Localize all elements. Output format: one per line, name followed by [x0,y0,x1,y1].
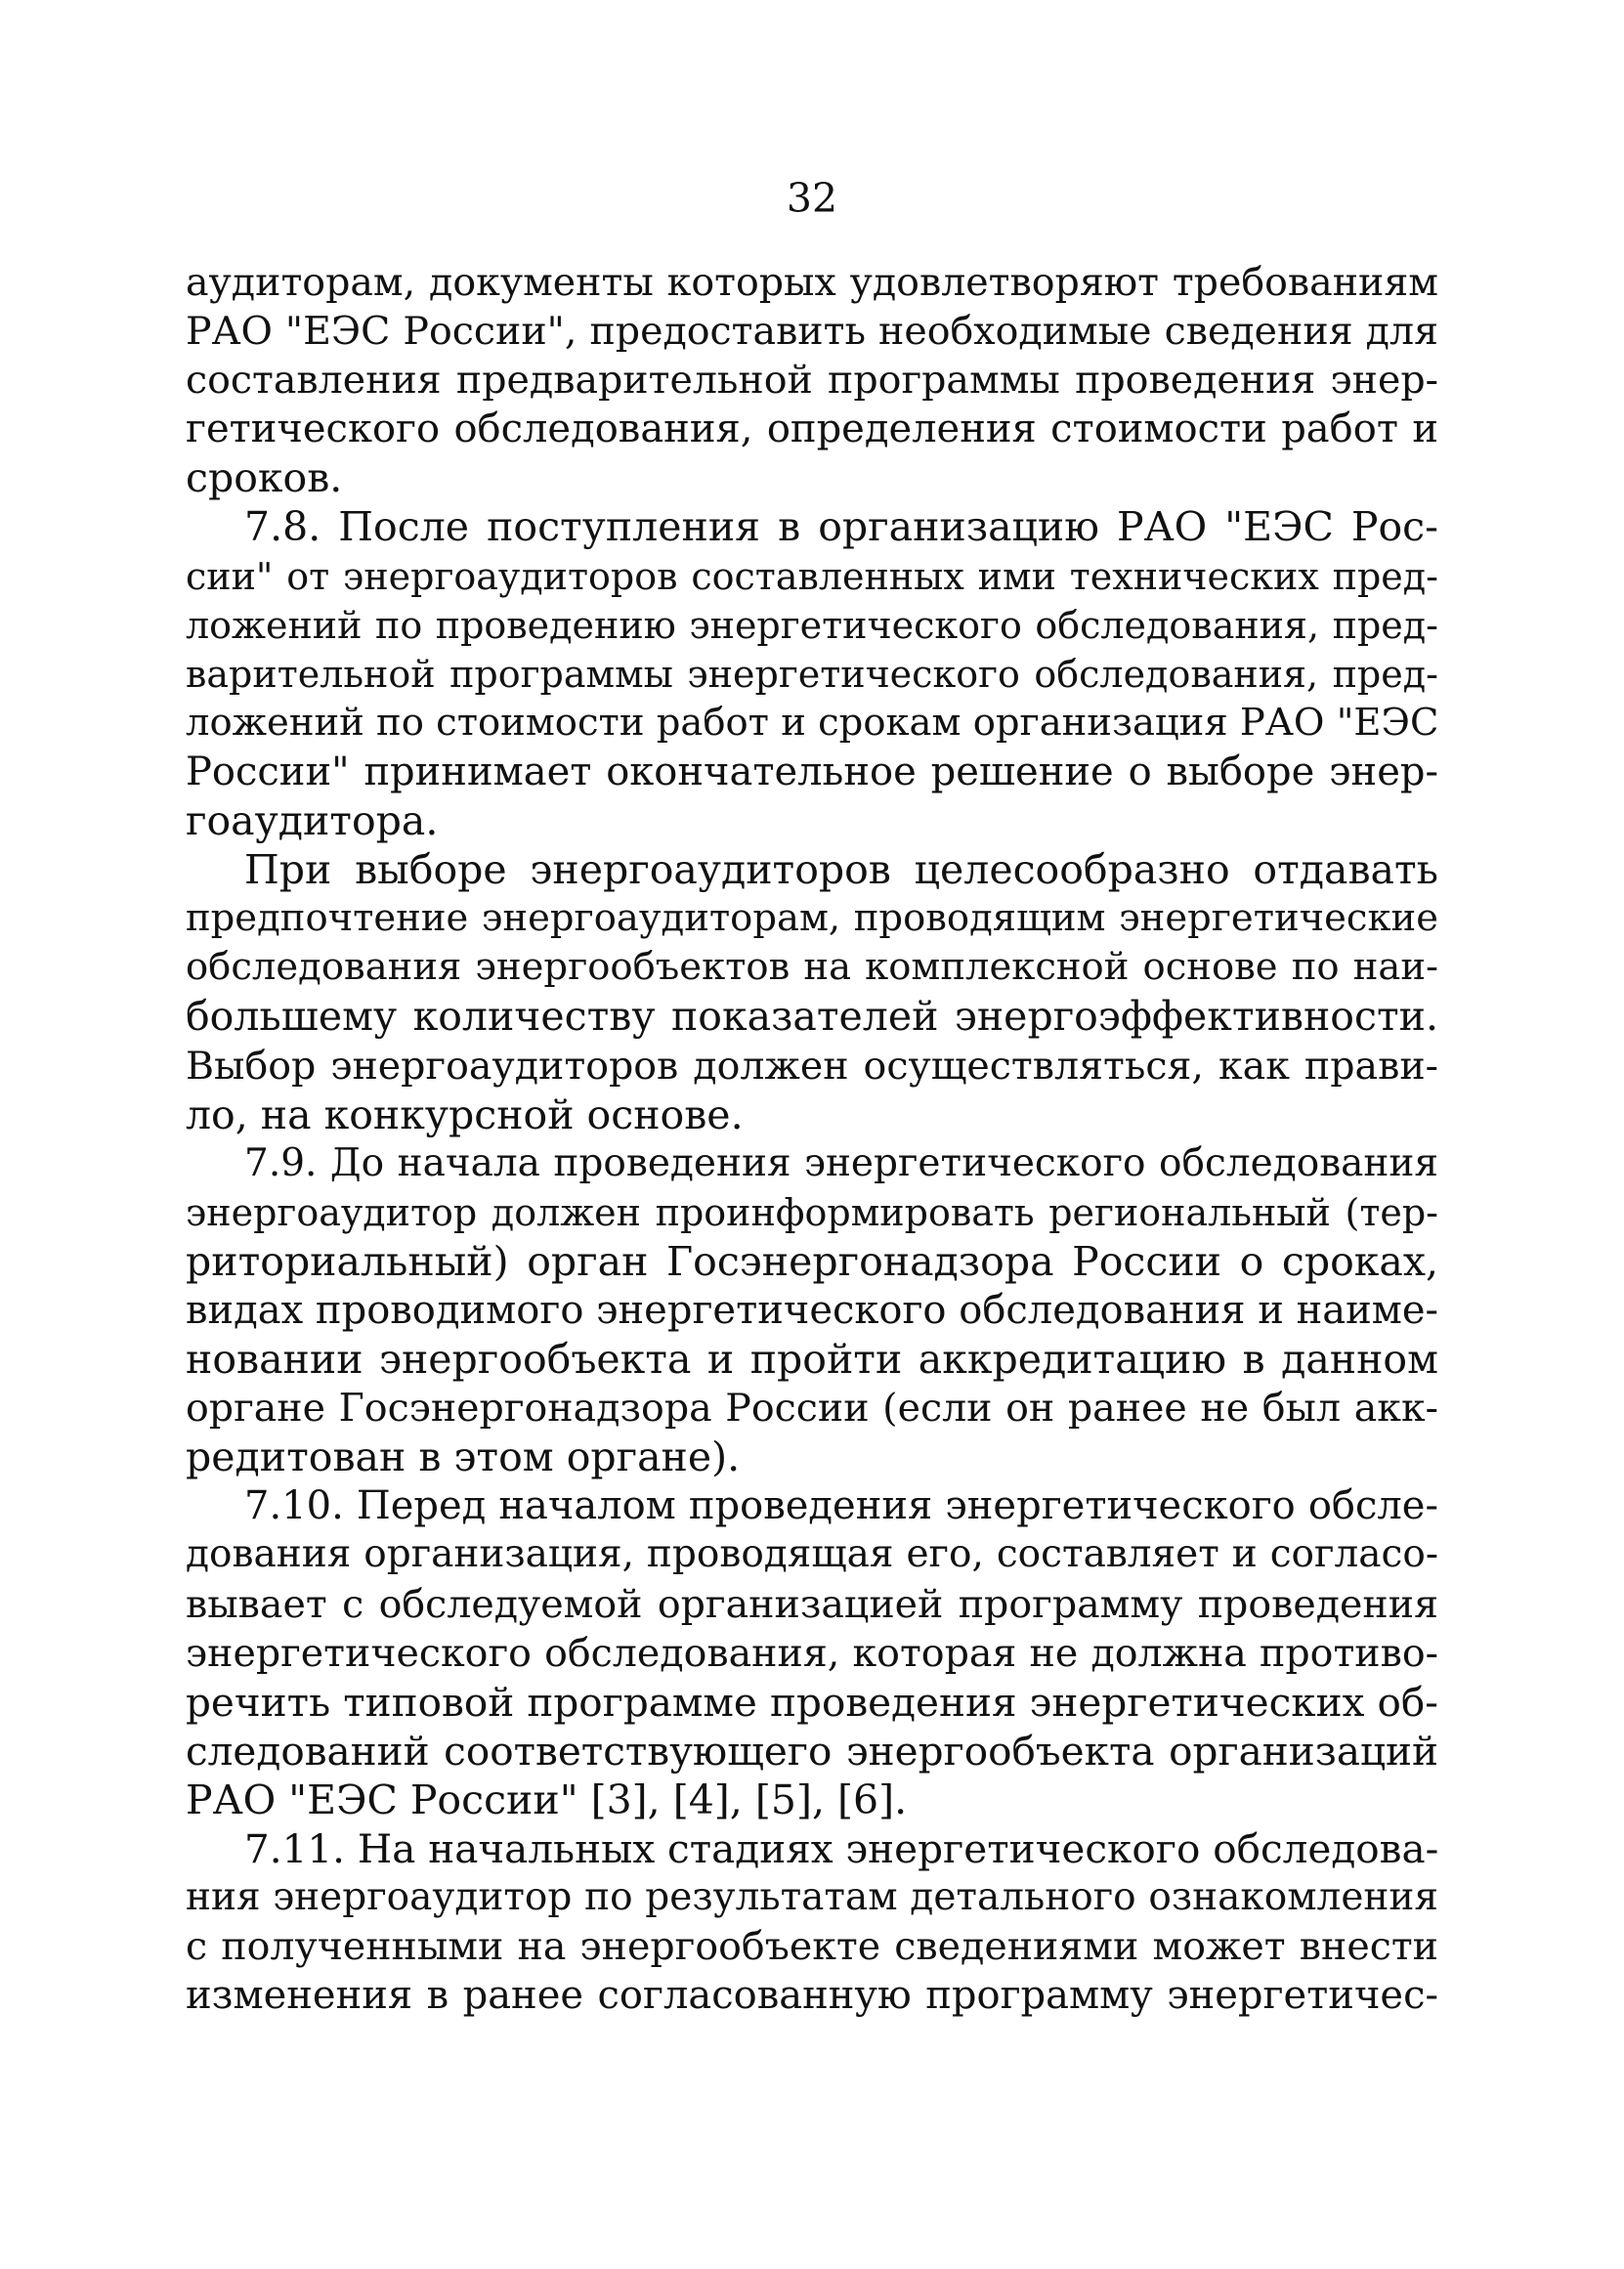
text-line: обследования энергообъектов на комплексной основе по наи- [186,945,1438,990]
text-line: 7.8. После поступления в организацию РАО "ЕЭС Рос- [244,503,1438,551]
text-line: новании энергообъекта и пройти аккредитацию в данном [186,1336,1438,1384]
text-line: составления предварительной программы проведения энер- [186,358,1438,404]
text-line: энергетического обследования, которая не должна противо- [186,1630,1438,1676]
text-line: вывает с обследуемой организацией программу проведения [186,1581,1438,1627]
text-line: аудиторам, документы которых удовлетворяют требованиям [186,260,1438,305]
text-line: видах проводимого энергетического обследования и наиме- [186,1287,1439,1333]
text-line: большему количеству показателей энергоэффективности. [186,993,1438,1041]
text-line: дования организация, проводящая его, составляет и согласо- [186,1532,1438,1577]
text-line: ложений по стоимости работ и срокам организация РАО "ЕЭС [186,700,1439,745]
text-line: варительной программы энергетического обследования, пред- [186,652,1438,696]
text-line: редитован в этом органе). [186,1434,741,1481]
page-number: 32 [786,175,838,222]
text-line: 7.9. До начала проведения энергетического обследования [244,1140,1438,1185]
text-line: следований соответствующего энергообъекта организаций [186,1727,1438,1775]
text-line: энергоаудитор должен проинформировать региональный (тер- [186,1190,1438,1234]
text-line: РАО "ЕЭС России", предоставить необходимые сведения для [186,309,1438,355]
text-line: 7.10. Перед началом проведения энергетического обсле- [244,1483,1438,1529]
text-line: При выборе энергоаудиторов целесообразно отдавать [244,846,1438,894]
text-line: предпочтение энергоаудиторам, проводящим энергетические [186,896,1438,941]
text-line: риториальный) орган Госэнергонадзора России о сроках, [186,1237,1438,1285]
text-line: речить типовой программе проведения энергетических об- [186,1678,1438,1726]
body-text [186,258,1438,2020]
text-line: ло, на конкурсной основе. [186,1091,744,1138]
text-line: изменения в ранее согласованную программу энергетичес- [186,1973,1438,2019]
text-line: с полученными на энергообъекте сведениями может внести [186,1924,1438,1970]
text-line: Выбор энергоаудиторов должен осуществляться, как прави- [186,1043,1438,1089]
text-line: РАО "ЕЭС России" [3], [4], [5], [6]. [186,1776,908,1823]
text-line: гоаудитора. [186,797,439,845]
text-line: России" принимает окончательное решение о выборе энер- [186,749,1438,794]
text-line: сии" от энергоаудиторов составленных ими технических пред- [186,554,1438,598]
text-line: ния энергоаудитор по результатам детального ознакомления [186,1875,1438,1920]
text-line: ложений по проведению энергетического обследования, пред- [186,603,1438,647]
text-line: 7.11. На начальных стадиях энергетического обследова- [244,1825,1439,1872]
text-line: сроков. [186,454,343,502]
text-line: органе Госэнергонадзора России (если он ранее не был акк- [186,1386,1438,1432]
text-line: гетического обследования, определения стоимости работ и [186,407,1438,452]
